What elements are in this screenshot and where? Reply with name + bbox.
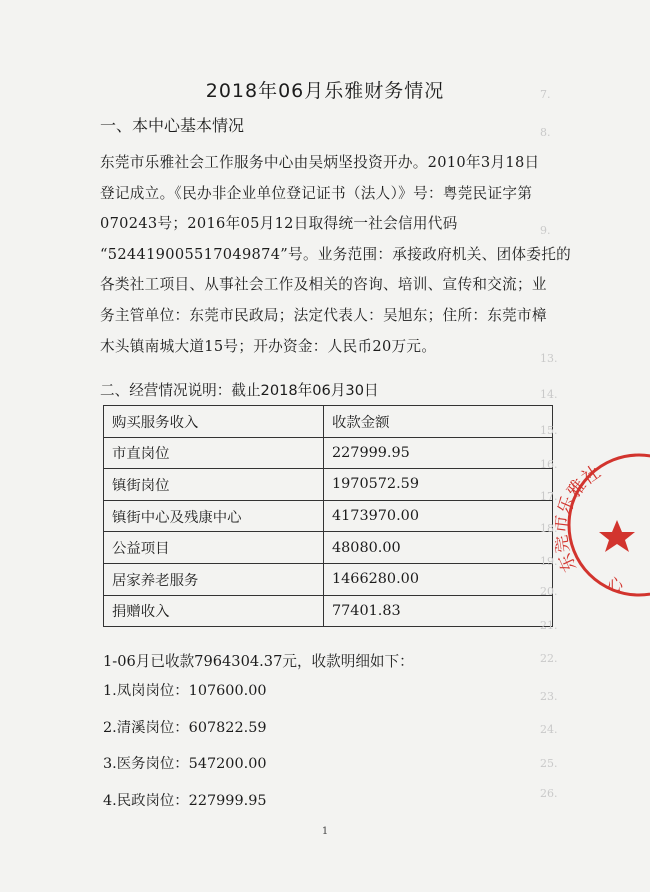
page-title: 2018年06月乐雅财务情况 — [205, 80, 445, 102]
category-cell: 镇街岗位 — [104, 469, 324, 501]
amount-cell: 77401.83 — [324, 595, 553, 627]
amount-cell: 1970572.59 — [324, 469, 553, 501]
bleed-through-number: 24. — [540, 723, 558, 736]
amount-cell: 1466280.00 — [324, 563, 553, 595]
intro-line: 务主管单位：东莞市民政局；法定代表人：吴旭东；住所：东莞市樟 — [100, 306, 547, 324]
bleed-through-number: 20. — [540, 585, 558, 598]
intro-line: “52441900551704987​4”号。业务范围：承接政府机关、团体委托的 — [100, 245, 572, 263]
bleed-through-number: 14. — [540, 388, 558, 401]
bleed-through-number: 22. — [540, 652, 558, 665]
bleed-through-number: 26. — [540, 787, 558, 800]
seal-arc-text: 东 乐雅社 — [555, 461, 605, 576]
table-row — [104, 563, 553, 595]
bleed-through-number: 19. — [540, 555, 558, 568]
category-cell: 市直岗位 — [104, 437, 324, 469]
table-row — [104, 437, 553, 469]
intro-line: 070243号；2016年05月12日取得统一社会信用代码 — [100, 215, 458, 233]
intro-line: 登记成立。《民办非企业单位登记证书（法人）》号：粤莞民证字第 — [100, 184, 533, 202]
bleed-through-number: 25. — [540, 757, 558, 770]
bleed-through-number: 16. — [540, 458, 558, 471]
income-table — [103, 405, 553, 627]
bleed-through-number: 18. — [540, 522, 558, 535]
section-heading-basic-info: 一、本中心基本情况 — [100, 116, 245, 135]
collection-summary: 1-06月已收款7964304.37元，收款明细如下： — [103, 653, 414, 670]
intro-paragraph — [100, 148, 572, 362]
table-row — [104, 595, 553, 627]
collection-detail-list — [103, 681, 267, 827]
bleed-through-number: 9. — [540, 224, 551, 237]
intro-line: 木头镇南城大道15号；开办资金：人民币20万元。 — [100, 337, 437, 355]
list-item: 3.医务岗位：547200.00 — [103, 756, 267, 772]
seal-star — [599, 520, 635, 552]
intro-line: 各类社工项目、从事社会工作及相关的咨询、培训、宣传和交流；业 — [100, 276, 547, 294]
header-cell: 收款金额 — [324, 406, 553, 438]
amount-cell: 227999.95 — [324, 437, 553, 469]
list-item: 4.民政岗位：227999.95 — [103, 792, 267, 809]
bleed-through-number: 7. — [540, 88, 551, 101]
category-cell: 捐赠收入 — [104, 595, 324, 627]
header-cell: 购买服务收入 — [104, 406, 324, 438]
list-item: 1.凤岗岗位：107600.00 — [103, 683, 267, 699]
category-cell: 居家养老服务 — [104, 563, 324, 595]
page-number: 1 — [321, 826, 329, 837]
bleed-through-number: 21. — [540, 619, 558, 632]
official-seal — [555, 450, 650, 604]
table-row — [104, 469, 553, 501]
bleed-through-number: 8. — [540, 126, 551, 139]
category-cell: 公益项目 — [104, 532, 324, 564]
intro-line: 东莞市乐雅社会工作服务中心由吴炳坚投资开办。2010年3月18日 — [100, 154, 540, 171]
amount-cell: 48080.00 — [324, 532, 553, 564]
seal-bottom-text: 心 — [607, 575, 624, 594]
category-cell: 镇街中心及残康中心 — [104, 500, 324, 532]
table-row — [104, 500, 553, 532]
table-row — [104, 532, 553, 564]
bleed-through-number: 23. — [540, 690, 558, 703]
bleed-through-number: 17. — [540, 490, 558, 503]
bleed-through-number: 15. — [540, 424, 558, 437]
amount-cell: 4173970.00 — [324, 500, 553, 532]
bleed-through-number: 13. — [540, 352, 558, 365]
table-header-row — [104, 406, 553, 438]
list-item: 2.清溪岗位：607822.59 — [103, 719, 267, 736]
section-heading-operations: 二、经营情况说明：截止2018年06月30日 — [100, 382, 379, 399]
seal-icon — [555, 450, 650, 600]
